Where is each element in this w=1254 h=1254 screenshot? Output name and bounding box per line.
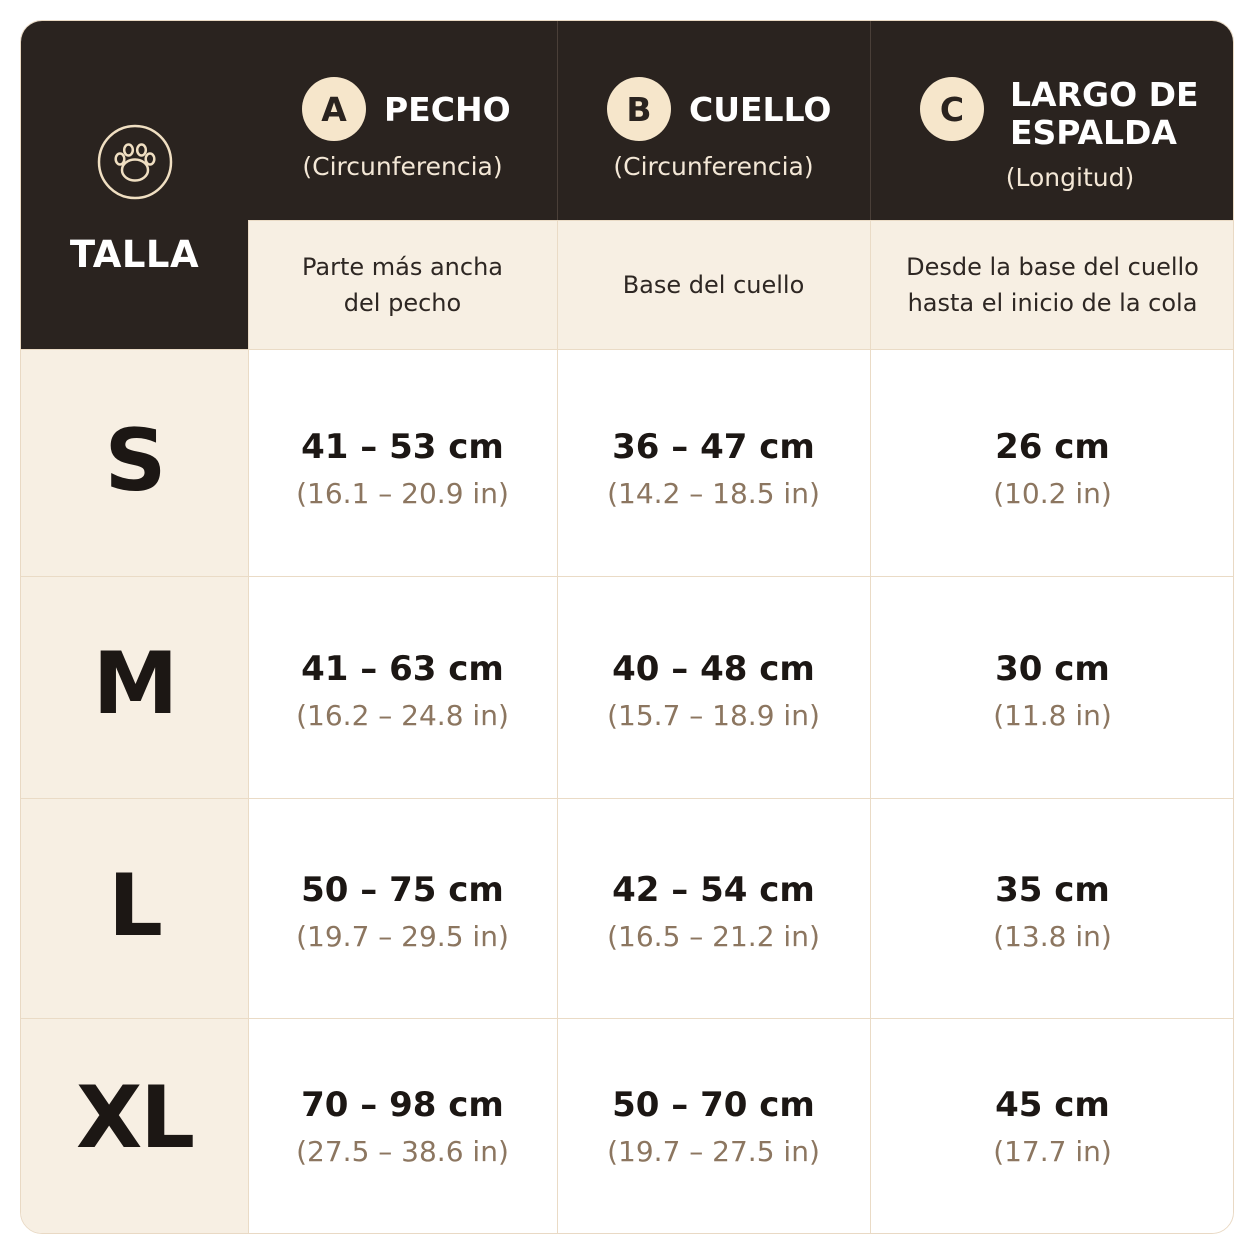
- column-subtitle-largo-espalda: (Longitud): [1005, 163, 1135, 192]
- description-text-cuello: Base del cuello: [622, 271, 805, 299]
- value-in: (16.1 – 20.9 in): [296, 477, 509, 510]
- size-label-m: M: [92, 634, 177, 734]
- talla-label: TALLA: [69, 233, 200, 276]
- value-cell-xl-largo-espalda: [870, 1018, 1234, 1234]
- description-largo-espalda: [870, 220, 1234, 349]
- value-cell-s-cuello: [557, 349, 870, 576]
- talla-header-cell: [21, 21, 248, 349]
- value-cm: 42 – 54 cm: [612, 870, 815, 910]
- value-cm: 36 – 47 cm: [612, 427, 815, 467]
- value-cm: 70 – 98 cm: [301, 1085, 504, 1125]
- badge-a: A: [302, 77, 366, 141]
- column-header-cuello: [557, 21, 870, 220]
- value-in: (17.7 in): [993, 1135, 1112, 1168]
- value-cell-xl-pecho: [248, 1018, 557, 1234]
- value-in: (15.7 – 18.9 in): [607, 699, 820, 732]
- value-in: (11.8 in): [993, 699, 1112, 732]
- size-label-xl: XL: [75, 1068, 194, 1168]
- value-in: (27.5 – 38.6 in): [296, 1135, 509, 1168]
- value-cm: 50 – 75 cm: [301, 870, 504, 910]
- size-cell-m: [21, 576, 248, 798]
- column-subtitle-cuello: (Circunferencia): [613, 152, 814, 181]
- size-cell-l: [21, 798, 248, 1018]
- value-in: (19.7 – 29.5 in): [296, 920, 509, 953]
- column-subtitle-pecho: (Circunferencia): [302, 152, 503, 181]
- value-cm: 26 cm: [995, 427, 1110, 467]
- grid-line: [21, 798, 1234, 799]
- description-cuello: [557, 220, 870, 349]
- value-in: (16.5 – 21.2 in): [607, 920, 820, 953]
- size-label-s: S: [104, 411, 165, 511]
- value-in: (10.2 in): [993, 477, 1112, 510]
- value-cell-m-pecho: [248, 576, 557, 798]
- column-title-pecho: PECHO: [384, 90, 511, 129]
- value-in: (13.8 in): [993, 920, 1112, 953]
- value-cm: 50 – 70 cm: [612, 1085, 815, 1125]
- grid-line: [557, 220, 558, 1234]
- description-text-largo-espalda: Desde la base del cuello hasta el inicio de la cola: [906, 253, 1199, 317]
- value-cm: 45 cm: [995, 1085, 1110, 1125]
- value-in: (16.2 – 24.8 in): [296, 699, 509, 732]
- size-cell-xl: [21, 1018, 248, 1234]
- value-cell-m-cuello: [557, 576, 870, 798]
- value-cell-l-cuello: [557, 798, 870, 1018]
- grid-line: [870, 220, 871, 1234]
- paw-icon: [96, 123, 174, 201]
- value-cell-s-largo-espalda: [870, 349, 1234, 576]
- badge-b: B: [607, 77, 671, 141]
- badge-c: C: [920, 77, 984, 141]
- value-cell-m-largo-espalda: [870, 576, 1234, 798]
- grid-line: [21, 576, 1234, 577]
- value-cm: 41 – 53 cm: [301, 427, 504, 467]
- size-chart-table: [20, 20, 1234, 1234]
- value-cell-l-pecho: [248, 798, 557, 1018]
- column-header-largo-espalda: [870, 21, 1234, 220]
- value-cm: 35 cm: [995, 870, 1110, 910]
- column-title-cuello: CUELLO: [689, 90, 832, 129]
- grid-line: [248, 220, 1234, 221]
- value-cm: 40 – 48 cm: [612, 649, 815, 689]
- size-cell-s: [21, 349, 248, 576]
- value-cm: 41 – 63 cm: [301, 649, 504, 689]
- description-text-pecho: Parte más ancha del pecho: [301, 253, 504, 317]
- value-cell-s-pecho: [248, 349, 557, 576]
- size-label-l: L: [108, 856, 161, 956]
- value-cm: 30 cm: [995, 649, 1110, 689]
- column-header-pecho: [248, 21, 557, 220]
- grid-line: [21, 349, 1234, 350]
- value-cell-l-largo-espalda: [870, 798, 1234, 1018]
- column-title-largo-espalda: LARGO DE ESPALDA: [1010, 75, 1199, 152]
- grid-line: [870, 21, 871, 220]
- value-in: (19.7 – 27.5 in): [607, 1135, 820, 1168]
- value-cell-xl-cuello: [557, 1018, 870, 1234]
- grid-line: [21, 1018, 1234, 1019]
- grid-line: [248, 220, 249, 1234]
- value-in: (14.2 – 18.5 in): [607, 477, 820, 510]
- description-pecho: [248, 220, 557, 349]
